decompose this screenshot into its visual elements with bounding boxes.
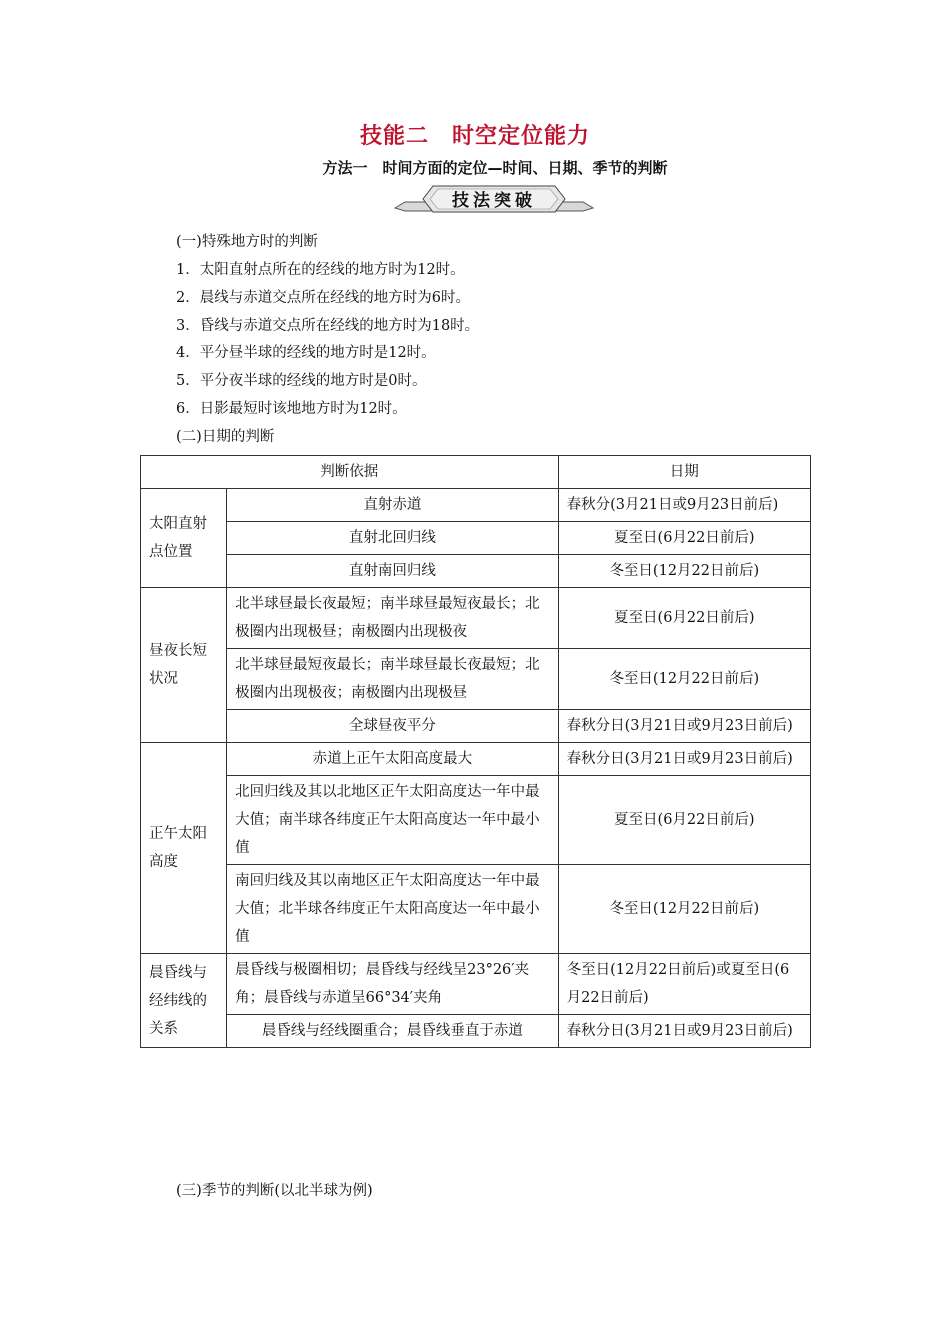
table-row: [141, 776, 811, 865]
table-row: [141, 954, 811, 1015]
date-cell: 夏至日(6月22日前后): [558, 522, 810, 555]
basis-cell: 直射北回归线: [227, 522, 558, 555]
table-row: [141, 1015, 811, 1048]
section-heading-season: (三)季节的判断(以北半球为例): [176, 1183, 373, 1199]
page-title: 技能二 时空定位能力: [359, 124, 590, 149]
table-row: [141, 588, 811, 649]
basis-cell: 直射南回归线: [227, 555, 558, 588]
date-cell: 冬至日(12月22日前后): [558, 555, 810, 588]
list-item: 1．太阳直射点所在的经线的地方时为12时。: [176, 262, 465, 278]
section-heading-local-time: (一)特殊地方时的判断: [176, 234, 318, 250]
basis-cell: 北回归线及其以北地区正午太阳高度达一年中最大值；南半球各纬度正午太阳高度达一年中最小值: [227, 776, 558, 865]
method-subtitle: 方法一 时间方面的定位—时间、日期、季节的判断: [322, 159, 668, 177]
basis-cell: 晨昏线与经线圈重合；晨昏线垂直于赤道: [227, 1015, 558, 1048]
table-row: [141, 649, 811, 710]
table-row: [141, 489, 811, 522]
date-cell: 冬至日(12月22日前后)或夏至日(6月22日前后): [558, 954, 810, 1015]
list-item: 6．日影最短时该地地方时为12时。: [176, 401, 407, 417]
basis-cell: 赤道上正午太阳高度最大: [227, 743, 558, 776]
header-date: 日期: [558, 456, 810, 489]
date-cell: 夏至日(6月22日前后): [558, 776, 810, 865]
date-cell: 冬至日(12月22日前后): [558, 649, 810, 710]
category-cell: 太阳直射点位置: [141, 489, 227, 588]
section-heading-date: (二)日期的判断: [176, 429, 275, 445]
table-header-row: [141, 456, 811, 489]
banner-label: 技法突破: [452, 191, 536, 211]
category-cell: 正午太阳高度: [141, 743, 227, 954]
category-cell: 昼夜长短状况: [141, 588, 227, 743]
list-item: 2．晨线与赤道交点所在经线的地方时为6时。: [176, 290, 470, 306]
category-cell: 晨昏线与经纬线的关系: [141, 954, 227, 1048]
table-row: [141, 865, 811, 954]
table-row: [141, 522, 811, 555]
basis-cell: 晨昏线与极圈相切；晨昏线与经线呈23°26′夹角；晨昏线与赤道呈66°34′夹角: [227, 954, 558, 1015]
date-cell: 春秋分日(3月21日或9月23日前后): [558, 1015, 810, 1048]
basis-cell: 北半球昼最长夜最短；南半球昼最短夜最长；北极圈内出现极昼；南极圈内出现极夜: [227, 588, 558, 649]
table-row: [141, 710, 811, 743]
date-cell: 春秋分日(3月21日或9月23日前后): [558, 710, 810, 743]
list-item: 3．昏线与赤道交点所在经线的地方时为18时。: [176, 318, 480, 334]
basis-cell: 全球昼夜平分: [227, 710, 558, 743]
table-row: [141, 743, 811, 776]
date-judgment-table: [140, 455, 811, 1048]
table-row: [141, 555, 811, 588]
header-basis: 判断依据: [141, 456, 559, 489]
list-item: 5．平分夜半球的经线的地方时是0时。: [176, 373, 427, 389]
list-item: 4．平分昼半球的经线的地方时是12时。: [176, 345, 436, 361]
basis-cell: 南回归线及其以南地区正午太阳高度达一年中最大值；北半球各纬度正午太阳高度达一年中最小值: [227, 865, 558, 954]
basis-cell: 直射赤道: [227, 489, 558, 522]
basis-cell: 北半球昼最短夜最长；南半球昼最长夜最短；北极圈内出现极夜；南极圈内出现极昼: [227, 649, 558, 710]
date-cell: 夏至日(6月22日前后): [558, 588, 810, 649]
date-cell: 冬至日(12月22日前后): [558, 865, 810, 954]
date-cell: 春秋分(3月21日或9月23日前后): [558, 489, 810, 522]
date-cell: 春秋分日(3月21日或9月23日前后): [558, 743, 810, 776]
